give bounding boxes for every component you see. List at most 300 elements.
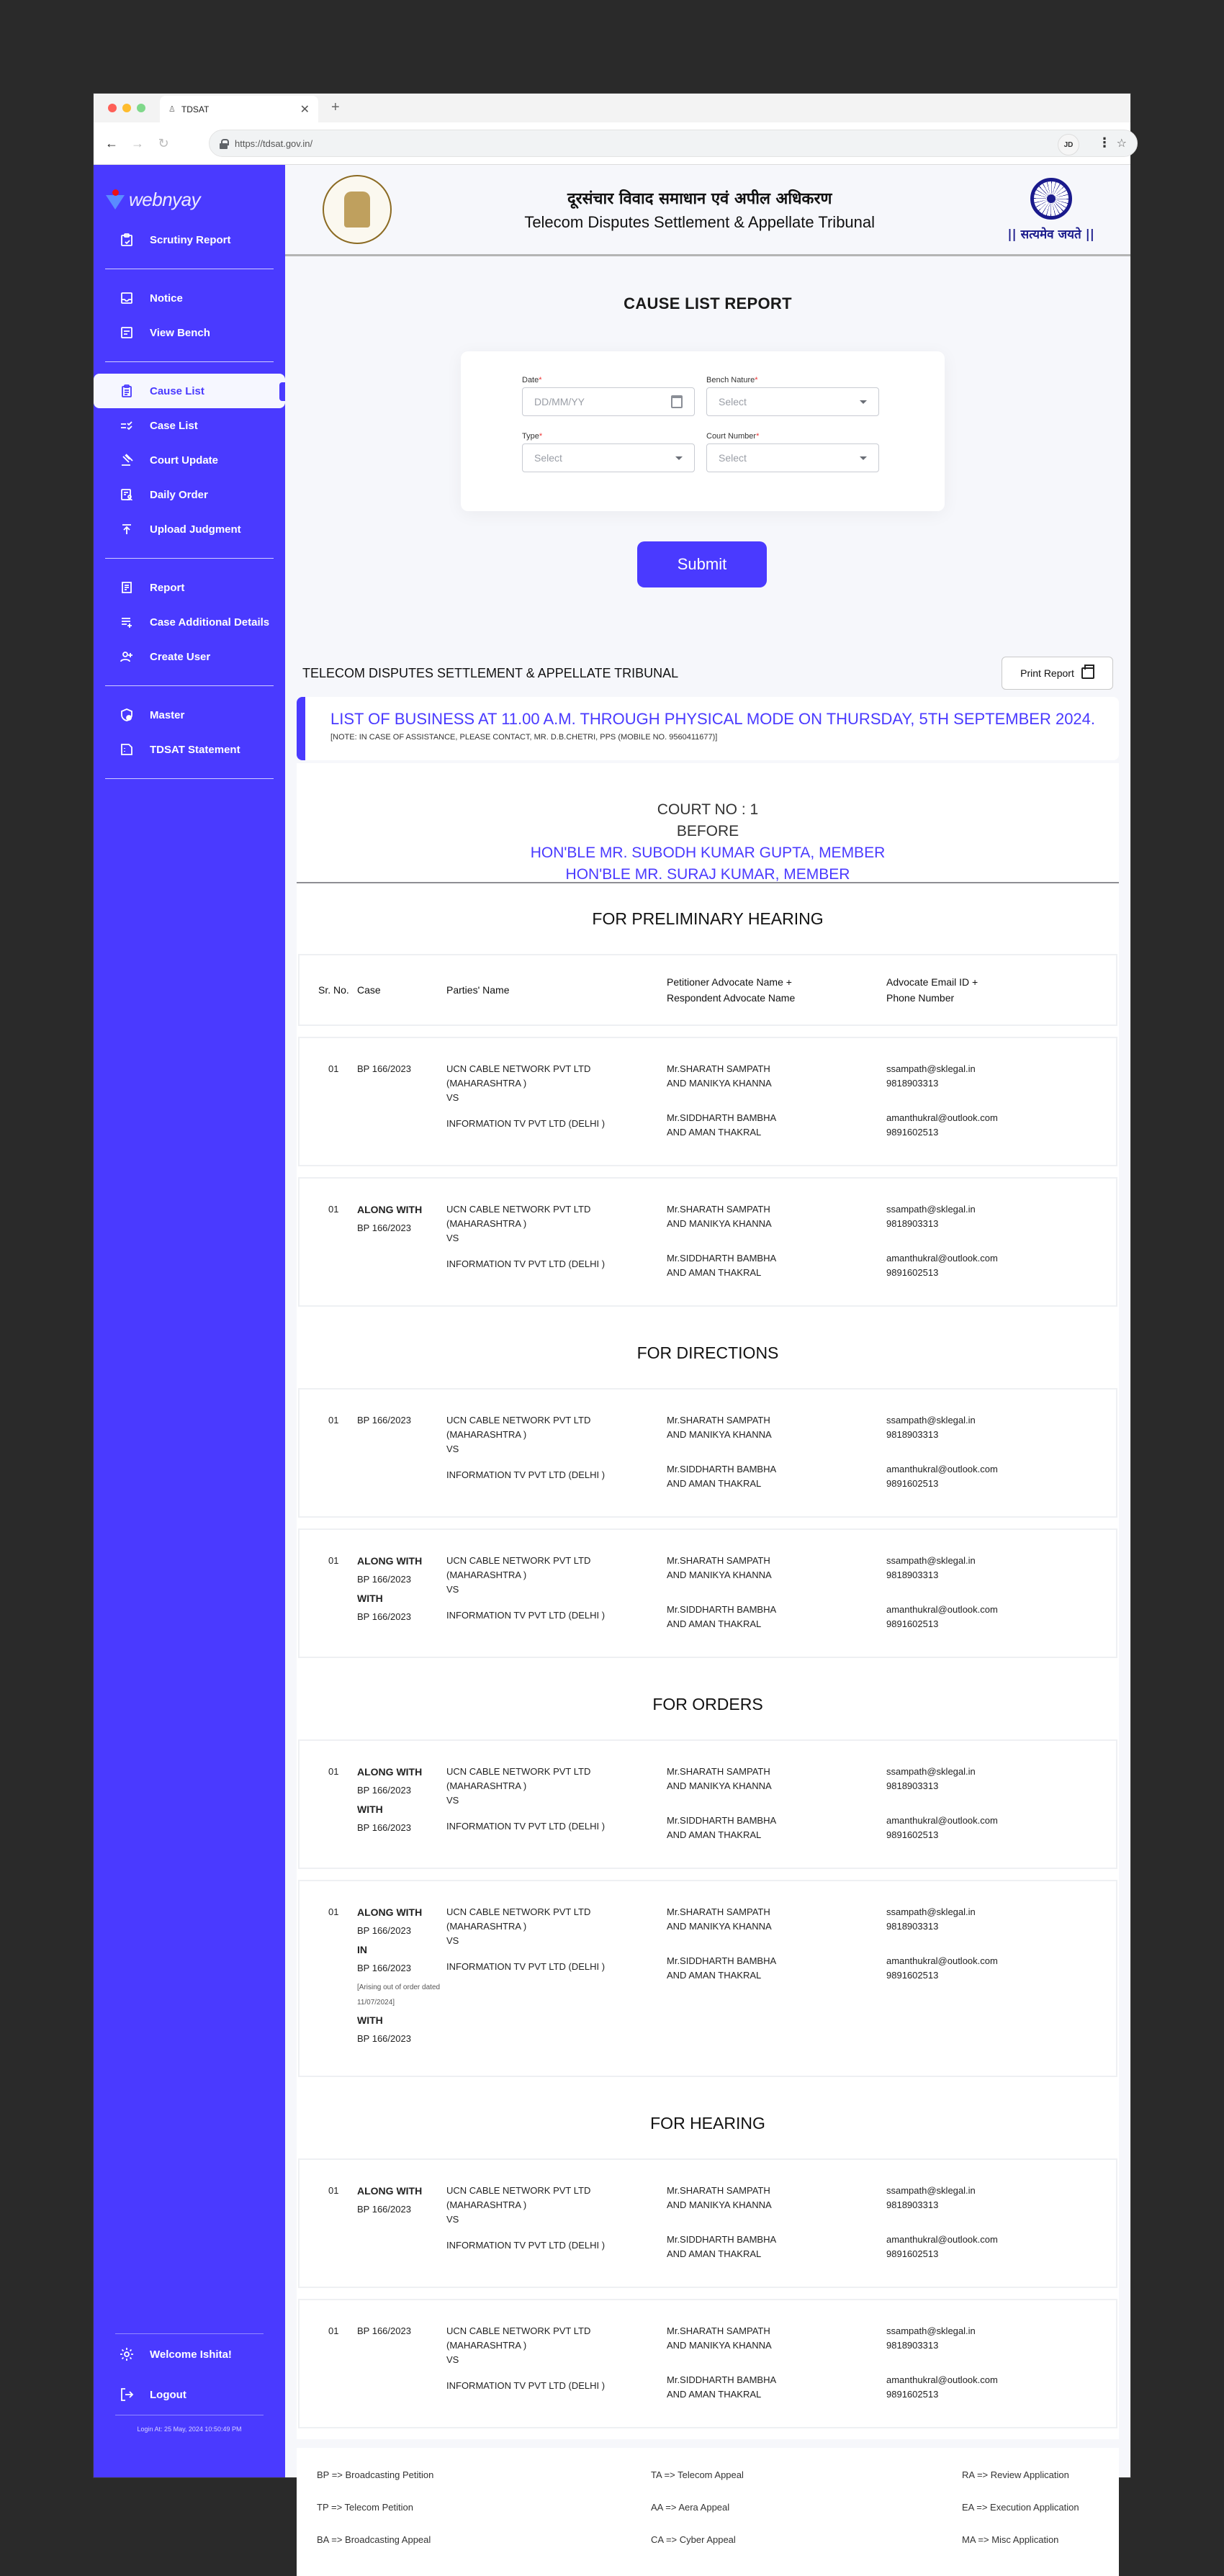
clipboard-check-icon: [120, 233, 134, 247]
case-connector: ALONG WITH: [357, 1766, 423, 1778]
logout-label: Logout: [150, 2388, 186, 2401]
case-cell: [357, 2184, 446, 2261]
court-heading: [297, 763, 1119, 883]
respondent-email[interactable]: amanthukral@outlook.com: [886, 1955, 998, 1966]
inbox-icon: [120, 291, 134, 305]
ashoka-chakra-icon: [1030, 178, 1072, 220]
respondent-name: INFORMATION TV PVT LTD (DELHI ): [446, 2380, 606, 2391]
divider: [105, 558, 274, 559]
legend-item: BA => Broadcasting Appeal: [317, 2534, 431, 2545]
petitioner-name: UCN CABLE NETWORK PVT LTD: [446, 1415, 591, 1426]
court-number-field: [706, 432, 879, 472]
column-header: [446, 982, 667, 998]
business-banner: [297, 697, 1119, 760]
national-emblem: [1007, 178, 1094, 242]
type-select[interactable]: [522, 443, 695, 472]
sidebar-item-court-update[interactable]: [94, 443, 285, 477]
abbreviation-legend: [297, 2448, 1119, 2576]
column-header: [357, 982, 446, 998]
welcome-settings-button[interactable]: [94, 2334, 285, 2374]
case-note: [Arising out of order dated 11/07/2024]: [357, 1983, 441, 2007]
court-number-label: Court Number*: [706, 432, 760, 441]
column-header-label: Case: [357, 984, 381, 996]
sidebar-item-tdsat-statement[interactable]: [94, 732, 285, 767]
close-tab-icon[interactable]: ✕: [300, 103, 310, 116]
bench-nature-select[interactable]: [706, 387, 879, 416]
case-connector: ALONG WITH: [357, 1555, 423, 1567]
petitioner-advocate: AND MANIKYA KHANNA: [667, 1078, 772, 1089]
respondent-email[interactable]: amanthukral@outlook.com: [886, 1253, 998, 1264]
petitioner-advocate: AND MANIKYA KHANNA: [667, 1218, 772, 1229]
contact-cell: [886, 1413, 1116, 1491]
versus-label: VS: [446, 1444, 459, 1454]
column-header-label: Parties' Name: [446, 984, 510, 996]
petitioner-email[interactable]: ssampath@sklegal.in: [886, 1906, 976, 1917]
respondent-email[interactable]: amanthukral@outlook.com: [886, 1815, 998, 1826]
sr-no: 01: [328, 2185, 339, 2196]
upload-icon: [120, 522, 134, 536]
parties-cell: [446, 1905, 667, 2050]
table-row: [298, 1880, 1117, 2077]
petitioner-phone: 9818903313: [886, 2199, 939, 2210]
case-number[interactable]: BP 166/2023: [357, 1611, 411, 1622]
petitioner-advocate: AND MANIKYA KHANNA: [667, 2199, 772, 2210]
petitioner-advocate: AND MANIKYA KHANNA: [667, 1570, 772, 1580]
sidebar-item-label: Scrutiny Report: [150, 233, 231, 246]
petitioner-advocate: Mr.SHARATH SAMPATH: [667, 1906, 770, 1917]
business-title: LIST OF BUSINESS AT 11.00 A.M. THROUGH PHYSICAL MODE ON THURSDAY, 5TH SEPTEMBER 2024.: [330, 710, 1096, 728]
petitioner-email[interactable]: ssampath@sklegal.in: [886, 1555, 976, 1566]
case-cell: [357, 2324, 446, 2402]
brand-name: webnyay: [129, 188, 201, 210]
case-cell: [357, 1554, 446, 1631]
petitioner-state: (MAHARASHTRA ): [446, 2199, 527, 2210]
respondent-phone: 9891602513: [886, 1127, 939, 1138]
sr-no: 01: [328, 2325, 339, 2336]
main-content: [285, 165, 1130, 2545]
sidebar-item-create-user[interactable]: [94, 639, 285, 674]
table-row: [298, 2158, 1117, 2288]
sidebar-item-label: Court Update: [150, 454, 218, 467]
petitioner-email[interactable]: ssampath@sklegal.in: [886, 1204, 976, 1215]
petitioner-phone: 9818903313: [886, 1921, 939, 1932]
table-header: [298, 954, 1117, 1026]
versus-label: VS: [446, 1092, 459, 1103]
sidebar-item-label: TDSAT Statement: [150, 743, 240, 756]
checklist-icon: [120, 418, 134, 433]
column-header-label: Phone Number: [886, 992, 955, 1004]
petitioner-state: (MAHARASHTRA ): [446, 2340, 527, 2351]
respondent-email[interactable]: amanthukral@outlook.com: [886, 1112, 998, 1123]
header-titles: [524, 187, 875, 232]
case-cell: [357, 1765, 446, 1842]
legend-item: BP => Broadcasting Petition: [317, 2469, 434, 2480]
legend-grid: [317, 2469, 1119, 2545]
sidebar-item-label: Case List: [150, 419, 198, 432]
table-row: [298, 2299, 1117, 2428]
sidebar-item-label: Cause List: [150, 384, 204, 397]
case-number[interactable]: BP 166/2023: [357, 1063, 411, 1074]
advocates-cell: [667, 1202, 886, 1280]
case-number[interactable]: BP 166/2023: [357, 1925, 411, 1936]
petitioner-phone: 9818903313: [886, 1570, 939, 1580]
petitioner-email[interactable]: ssampath@sklegal.in: [886, 1415, 976, 1426]
sidebar-item-case-list[interactable]: [94, 408, 285, 443]
app-shell: [94, 165, 1130, 2545]
respondent-phone: 9891602513: [886, 1829, 939, 1840]
sr-no: 01: [328, 1415, 339, 1426]
respondent-name: INFORMATION TV PVT LTD (DELHI ): [446, 1610, 606, 1621]
lock-icon: [220, 139, 228, 148]
brand-logo[interactable]: [94, 165, 285, 215]
legend-item: TA => Telecom Appeal: [651, 2469, 744, 2480]
table-row: [298, 1528, 1117, 1658]
case-connector: ALONG WITH: [357, 1906, 423, 1918]
sr-no: 01: [328, 1063, 339, 1074]
sidebar-item-label: View Bench: [150, 326, 210, 339]
respondent-phone: 9891602513: [886, 1618, 939, 1629]
sidebar-item-cause-list[interactable]: [94, 374, 285, 408]
sidebar-footer: [94, 2333, 285, 2477]
case-connector: WITH: [357, 1803, 383, 1815]
case-connector: ALONG WITH: [357, 2185, 423, 2197]
contact-cell: [886, 1905, 1116, 2050]
profile-avatar[interactable]: JD: [1058, 134, 1079, 156]
petitioner-advocate: AND MANIKYA KHANNA: [667, 1429, 772, 1440]
cause-list-sections: [297, 883, 1119, 2439]
date-label: Date*: [522, 376, 542, 384]
parties-cell: [446, 2324, 667, 2402]
petitioner-name: UCN CABLE NETWORK PVT LTD: [446, 1063, 591, 1074]
court-number-select[interactable]: [706, 443, 879, 472]
petitioner-advocate: Mr.SHARATH SAMPATH: [667, 2325, 770, 2336]
sidebar-item-label: Case Additional Details: [150, 616, 270, 629]
case-number[interactable]: BP 166/2023: [357, 1963, 411, 1973]
sidebar-item-label: Daily Order: [150, 488, 208, 501]
petitioner-state: (MAHARASHTRA ): [446, 1429, 527, 1440]
submit-button[interactable]: Submit: [637, 541, 767, 587]
respondent-advocate: AND AMAN THAKRAL: [667, 1478, 762, 1489]
petitioner-name: UCN CABLE NETWORK PVT LTD: [446, 1906, 591, 1917]
case-connector: ALONG WITH: [357, 1204, 423, 1215]
petitioner-name: UCN CABLE NETWORK PVT LTD: [446, 1766, 591, 1777]
ashoka-lion-icon: [344, 192, 370, 228]
respondent-phone: 9891602513: [886, 1478, 939, 1489]
case-number[interactable]: BP 166/2023: [357, 1822, 411, 1833]
petitioner-name: UCN CABLE NETWORK PVT LTD: [446, 1204, 591, 1215]
case-cell: [357, 1062, 446, 1140]
respondent-email[interactable]: amanthukral@outlook.com: [886, 2374, 998, 2385]
column-header: [667, 974, 886, 1006]
respondent-advocate: AND AMAN THAKRAL: [667, 2389, 762, 2400]
bookmark-star-icon[interactable]: ☆: [1116, 138, 1127, 150]
petitioner-advocate: AND MANIKYA KHANNA: [667, 1780, 772, 1791]
before-label: BEFORE: [676, 823, 739, 839]
petitioner-advocate: Mr.SHARATH SAMPATH: [667, 1415, 770, 1426]
calendar-icon[interactable]: [671, 395, 683, 408]
sr-no: 01: [328, 1906, 339, 1917]
petitioner-phone: 9818903313: [886, 1429, 939, 1440]
business-note: [NOTE: IN CASE OF ASSISTANCE, PLEASE CONTACT, MR. D.B.CHETRI, PPS (MOBILE NO. 9560411677)]: [330, 733, 718, 742]
respondent-advocate: AND AMAN THAKRAL: [667, 1267, 762, 1278]
tab-title: TDSAT: [181, 104, 210, 114]
petitioner-advocate: Mr.SHARATH SAMPATH: [667, 1063, 770, 1074]
advocates-cell: [667, 1554, 886, 1631]
select-value: Select: [719, 452, 747, 464]
bench-nature-field: [706, 376, 879, 416]
respondent-advocate: AND AMAN THAKRAL: [667, 1618, 762, 1629]
judge-name: HON'BLE MR. SUBODH KUMAR GUPTA, MEMBER: [530, 845, 886, 861]
versus-label: VS: [446, 1935, 459, 1946]
sidebar-item-notice[interactable]: [94, 281, 285, 315]
browser-tab[interactable]: [160, 96, 318, 122]
petitioner-advocate: AND MANIKYA KHANNA: [667, 1921, 772, 1932]
respondent-name: INFORMATION TV PVT LTD (DELHI ): [446, 1118, 606, 1129]
case-connector: WITH: [357, 1593, 383, 1604]
petitioner-state: (MAHARASHTRA ): [446, 1218, 527, 1229]
respondent-advocate: Mr.SIDDHARTH BAMBHA: [667, 2374, 777, 2385]
respondent-phone: 9891602513: [886, 2389, 939, 2400]
respondent-advocate: Mr.SIDDHARTH BAMBHA: [667, 1253, 777, 1264]
case-number[interactable]: BP 166/2023: [357, 1785, 411, 1796]
case-connector: WITH: [357, 2014, 383, 2026]
page-header: [285, 165, 1130, 256]
list-add-icon: [120, 615, 134, 629]
respondent-advocate: AND AMAN THAKRAL: [667, 1127, 762, 1138]
table-row: [298, 1177, 1117, 1307]
column-header-label: Respondent Advocate Name: [667, 992, 796, 1004]
case-number[interactable]: BP 166/2023: [357, 1222, 411, 1233]
table-row: [298, 1037, 1117, 1166]
versus-label: VS: [446, 1233, 459, 1243]
parties-cell: [446, 1765, 667, 1842]
case-number[interactable]: BP 166/2023: [357, 2204, 411, 2215]
respondent-advocate: Mr.SIDDHARTH BAMBHA: [667, 1955, 777, 1966]
welcome-text: Welcome Ishita!: [150, 2348, 232, 2361]
divider: [105, 685, 274, 686]
case-number[interactable]: BP 166/2023: [357, 2033, 411, 2044]
webnyay-logo-icon: [106, 189, 126, 210]
gear-icon: [120, 2347, 134, 2361]
minimize-window-button[interactable]: [122, 104, 131, 112]
print-label: Print Report: [1020, 667, 1074, 679]
chevron-down-icon: [860, 456, 867, 460]
court-number: COURT NO : 1: [657, 801, 759, 818]
forward-icon[interactable]: →: [131, 135, 144, 150]
date-placeholder: DD/MM/YY: [534, 396, 585, 407]
list-box-icon: [120, 325, 134, 340]
sidebar-item-label: Upload Judgment: [150, 523, 241, 536]
sidebar-item-label: Master: [150, 708, 185, 721]
date-field: [522, 376, 695, 416]
petitioner-advocate: Mr.SHARATH SAMPATH: [667, 1766, 770, 1777]
petitioner-advocate: AND MANIKYA KHANNA: [667, 2340, 772, 2351]
emblem-favicon-icon: ♙: [168, 105, 176, 114]
contact-cell: [886, 1202, 1116, 1280]
sidebar-item-case-additional-details[interactable]: [94, 605, 285, 639]
sidebar-item-daily-order[interactable]: [94, 477, 285, 512]
legend-item: EA => Execution Application: [962, 2502, 1079, 2513]
column-header-label: Petitioner Advocate Name +: [667, 976, 792, 988]
legend-item: TP => Telecom Petition: [317, 2502, 413, 2513]
reload-icon[interactable]: ↻: [158, 135, 169, 150]
address-bar[interactable]: [209, 130, 1138, 157]
shield-user-icon: [120, 708, 134, 722]
section-title: FOR HEARING: [650, 2114, 765, 2133]
tribunal-name: TELECOM DISPUTES SETTLEMENT & APPELLATE TRIBUNAL: [302, 665, 679, 680]
legend-item: CA => Cyber Appeal: [651, 2534, 736, 2545]
browser-window: [94, 94, 1130, 2545]
petitioner-phone: 9818903313: [886, 1078, 939, 1089]
case-number[interactable]: BP 166/2023: [357, 1415, 411, 1426]
logout-button[interactable]: [94, 2374, 285, 2415]
respondent-advocate: Mr.SIDDHARTH BAMBHA: [667, 1112, 777, 1123]
petitioner-name: UCN CABLE NETWORK PVT LTD: [446, 1555, 591, 1566]
sidebar-item-upload-judgment[interactable]: [94, 512, 285, 546]
legend-item: RA => Review Application: [962, 2469, 1069, 2480]
browser-menu-icon[interactable]: ⋮: [1098, 135, 1111, 150]
report-icon: [120, 580, 134, 595]
case-cell: [357, 1202, 446, 1280]
contact-cell: [886, 2184, 1116, 2261]
maximize-window-button[interactable]: [137, 104, 145, 112]
contact-cell: [886, 2324, 1116, 2402]
chevron-down-icon: [675, 456, 683, 460]
file-icon: [120, 742, 134, 757]
contact-cell: [886, 1554, 1116, 1631]
respondent-phone: 9891602513: [886, 1267, 939, 1278]
versus-label: VS: [446, 2214, 459, 2225]
table-row: [298, 1739, 1117, 1869]
sidebar-item-view-bench[interactable]: [94, 315, 285, 350]
respondent-advocate: Mr.SIDDHARTH BAMBHA: [667, 2234, 777, 2245]
sr-no: 01: [328, 1204, 339, 1215]
case-number[interactable]: BP 166/2023: [357, 1574, 411, 1585]
report-header: [302, 654, 1113, 693]
respondent-advocate: Mr.SIDDHARTH BAMBHA: [667, 1464, 777, 1474]
petitioner-email[interactable]: ssampath@sklegal.in: [886, 1063, 976, 1074]
respondent-name: INFORMATION TV PVT LTD (DELHI ): [446, 1961, 606, 1972]
versus-label: VS: [446, 1584, 459, 1595]
petitioner-state: (MAHARASHTRA ): [446, 1780, 527, 1791]
sidebar-item-scrutiny-report[interactable]: [94, 222, 285, 257]
petitioner-state: (MAHARASHTRA ): [446, 1078, 527, 1089]
respondent-advocate: Mr.SIDDHARTH BAMBHA: [667, 1604, 777, 1615]
sidebar-item-master[interactable]: [94, 698, 285, 732]
sidebar-nav: [94, 215, 285, 779]
filter-form: [461, 351, 945, 511]
url-text[interactable]: https://tdsat.gov.in/: [235, 138, 313, 149]
user-add-icon: [120, 649, 134, 664]
parties-cell: [446, 1413, 667, 1491]
respondent-email[interactable]: amanthukral@outlook.com: [886, 1604, 998, 1615]
legend-item: MA => Misc Application: [962, 2534, 1059, 2545]
respondent-advocate: AND AMAN THAKRAL: [667, 1970, 762, 1981]
sidebar: [94, 165, 285, 2477]
bench-nature-label: Bench Nature*: [706, 376, 758, 384]
column-header: [886, 974, 1116, 1006]
cause-list-card: [297, 763, 1119, 2439]
respondent-name: INFORMATION TV PVT LTD (DELHI ): [446, 1258, 606, 1269]
column-header: [300, 982, 357, 998]
window-controls: [108, 104, 145, 112]
back-icon[interactable]: ←: [105, 135, 118, 150]
login-timestamp: Login At: 25 May, 2024 10:50:49 PM: [137, 2426, 242, 2433]
petitioner-email[interactable]: ssampath@sklegal.in: [886, 2325, 976, 2336]
print-report-button[interactable]: [1002, 657, 1113, 690]
chevron-down-icon: [860, 400, 867, 404]
petitioner-state: (MAHARASHTRA ): [446, 1921, 527, 1932]
case-cell: [357, 1413, 446, 1491]
sidebar-item-report[interactable]: [94, 570, 285, 605]
select-value: Select: [534, 452, 562, 464]
petitioner-phone: 9818903313: [886, 1218, 939, 1229]
advocates-cell: [667, 2184, 886, 2261]
sidebar-item-label: Notice: [150, 292, 183, 305]
sr-no: 01: [328, 1766, 339, 1777]
respondent-advocate: AND AMAN THAKRAL: [667, 1829, 762, 1840]
petitioner-name: UCN CABLE NETWORK PVT LTD: [446, 2325, 591, 2336]
petitioner-advocate: Mr.SHARATH SAMPATH: [667, 2185, 770, 2196]
parties-cell: [446, 1202, 667, 1280]
section-title: FOR ORDERS: [652, 1695, 763, 1713]
versus-label: VS: [446, 2354, 459, 2365]
advocates-cell: [667, 1062, 886, 1140]
petitioner-email[interactable]: ssampath@sklegal.in: [886, 2185, 976, 2196]
petitioner-state: (MAHARASHTRA ): [446, 1570, 527, 1580]
date-input[interactable]: [522, 387, 695, 416]
legend-item: AA => Aera Appeal: [651, 2502, 730, 2513]
versus-label: VS: [446, 1795, 459, 1806]
advocates-cell: [667, 2324, 886, 2402]
respondent-email[interactable]: amanthukral@outlook.com: [886, 2234, 998, 2245]
contact-cell: [886, 1765, 1116, 1842]
sidebar-item-label: Report: [150, 581, 185, 594]
petitioner-phone: 9818903313: [886, 1780, 939, 1791]
respondent-email[interactable]: amanthukral@outlook.com: [886, 1464, 998, 1474]
type-label: Type*: [522, 432, 543, 441]
petitioner-phone: 9818903313: [886, 2340, 939, 2351]
judge-name: HON'BLE MR. SURAJ KUMAR, MEMBER: [565, 866, 850, 883]
respondent-name: INFORMATION TV PVT LTD (DELHI ): [446, 2240, 606, 2251]
tdsat-emblem-logo: [323, 175, 392, 244]
petitioner-name: UCN CABLE NETWORK PVT LTD: [446, 2185, 591, 2196]
divider: [105, 361, 274, 362]
respondent-advocate: Mr.SIDDHARTH BAMBHA: [667, 1815, 777, 1826]
case-number[interactable]: BP 166/2023: [357, 2325, 411, 2336]
close-window-button[interactable]: [108, 104, 117, 112]
advocates-cell: [667, 1905, 886, 2050]
section-title: FOR DIRECTIONS: [636, 1343, 779, 1362]
logout-icon: [120, 2387, 134, 2402]
respondent-phone: 9891602513: [886, 1970, 939, 1981]
page-title: CAUSE LIST REPORT: [624, 294, 792, 312]
contact-cell: [886, 1062, 1116, 1140]
section-title: FOR PRELIMINARY HEARING: [592, 909, 824, 928]
clipboard-list-icon: [120, 384, 134, 398]
new-tab-button[interactable]: +: [331, 99, 340, 115]
petitioner-email[interactable]: ssampath@sklegal.in: [886, 1766, 976, 1777]
petitioner-advocate: Mr.SHARATH SAMPATH: [667, 1555, 770, 1566]
hindi-title: दूरसंचार विवाद समाधान एवं अपील अधिकरण: [567, 190, 832, 208]
select-value: Select: [719, 396, 747, 407]
respondent-name: INFORMATION TV PVT LTD (DELHI ): [446, 1821, 606, 1832]
advocates-cell: [667, 1413, 886, 1491]
table-row: [298, 1388, 1117, 1518]
document-user-icon: [120, 487, 134, 502]
gavel-icon: [120, 453, 134, 467]
english-title: Telecom Disputes Settlement & Appellate Tribunal: [524, 213, 876, 231]
